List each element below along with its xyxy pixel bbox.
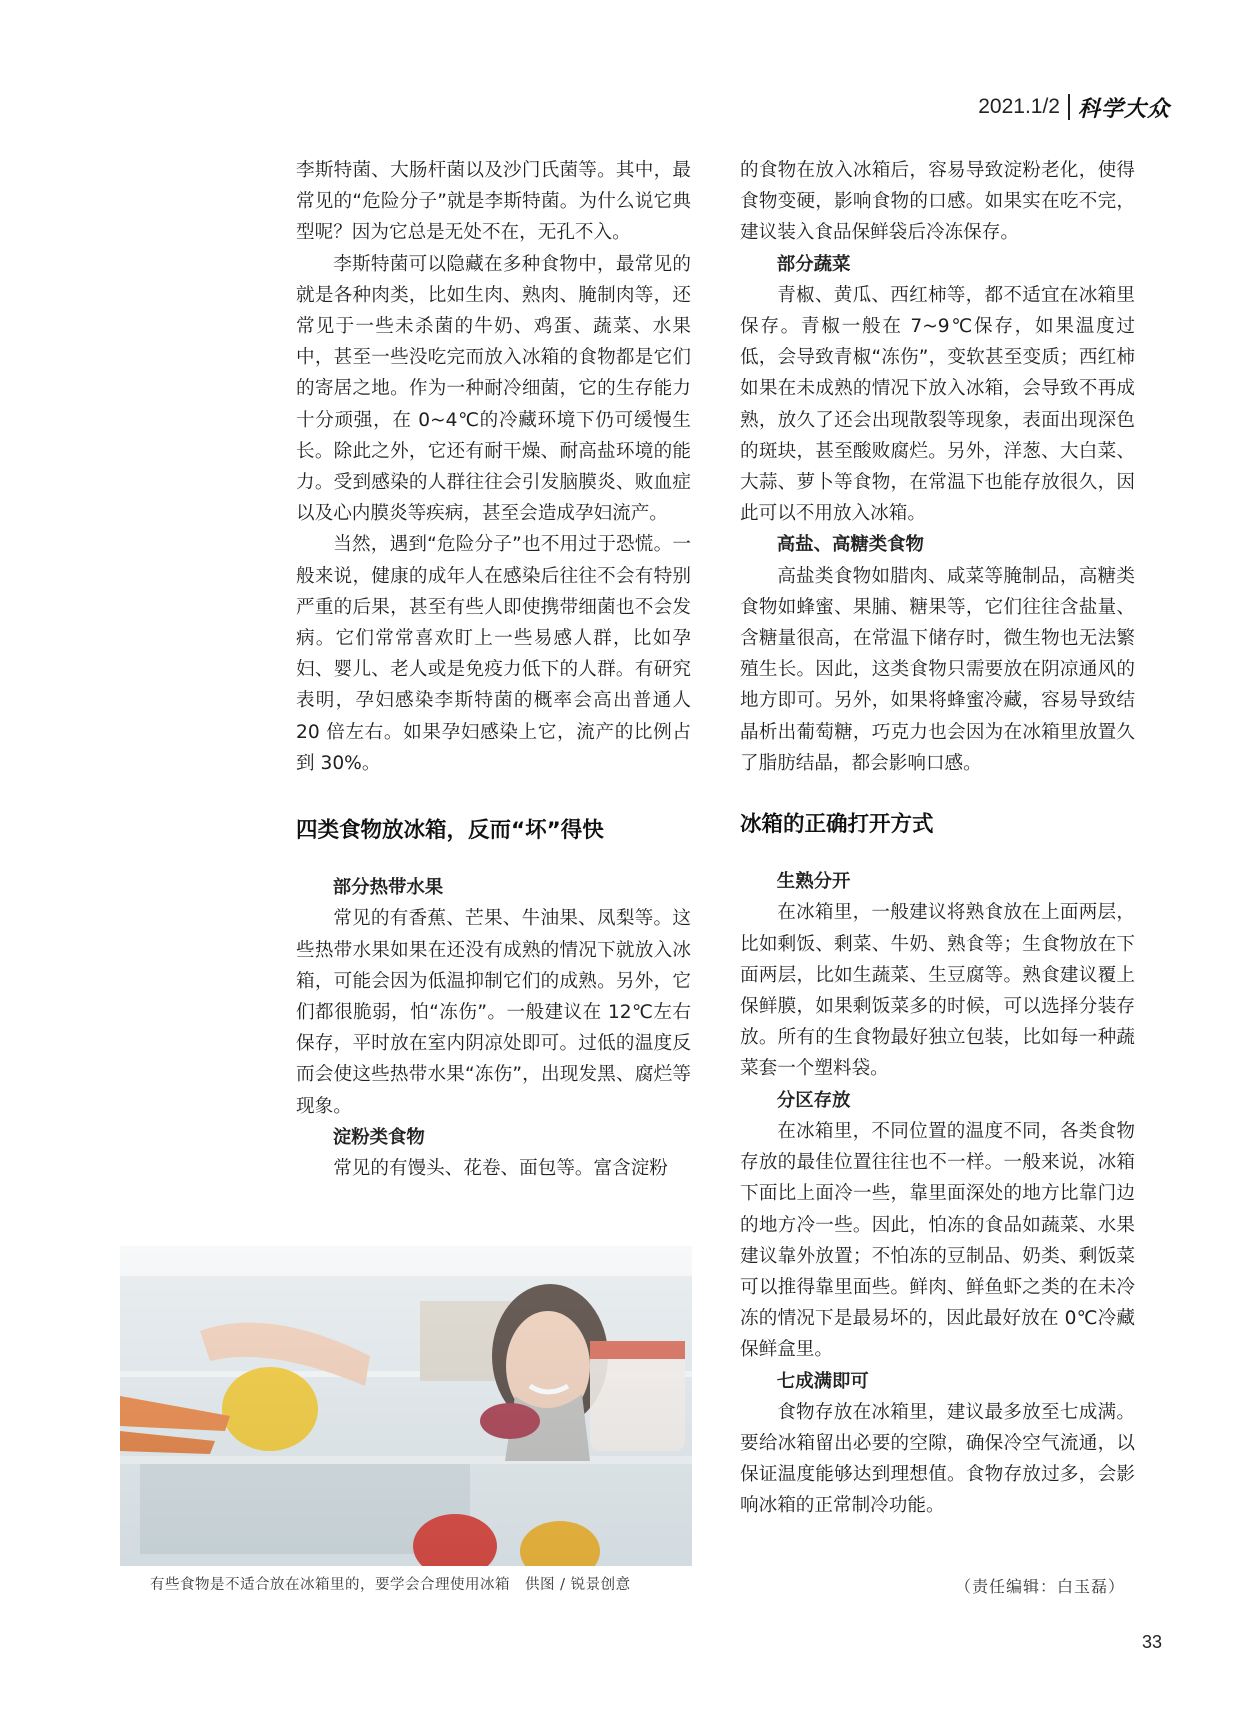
paragraph: 食物存放在冰箱里，建议最多放至七成满。要给冰箱留出必要的空隙，确保冷空气流通，以保证温度能够达到理想值。食物存放过多，会影响冰箱的正常制冷功能。 — [740, 1401, 1135, 1517]
paragraph: 的食物在放入冰箱后，容易导致淀粉老化，使得食物变硬，影响食物的口感。如果实在吃不完，建议装入食品保鲜袋后冷冻保存。 — [740, 160, 1135, 244]
page-header — [978, 92, 1170, 122]
subheading: 淀粉类食物 — [332, 1126, 425, 1148]
subheading: 部分蔬菜 — [776, 253, 851, 275]
photo-caption: 有些食物是不适合放在冰箱里的，要学会合理使用冰箱 供图 / 锐景创意 — [150, 1577, 631, 1593]
subheading: 生熟分开 — [776, 871, 851, 893]
section-heading: 冰箱的正确打开方式 — [740, 812, 934, 838]
paragraph: 青椒、黄瓜、西红柿等，都不适宜在冰箱里保存。青椒一般在 7~9℃保存，如果温度过低，会导致青椒“冻伤”，变软甚至变质；西红柿如果在未成熟的情况下放入冰箱，会导致不再成熟，放久了还会出现散裂等现象，表面出现深色的斑块，甚至酸败腐烂。另外，洋葱、大白菜、大蒜、萝卜等食物，在常温下也能存放很久，因此可以不用放入冰箱。 — [740, 284, 1135, 525]
subheading: 部分热带水果 — [332, 877, 444, 899]
issue-date: 2021.1/2 — [978, 95, 1060, 118]
header-divider — [1068, 94, 1070, 120]
left-column — [296, 155, 691, 1184]
right-column — [740, 155, 1135, 1522]
fridge-photo — [120, 1246, 692, 1566]
paragraph: 李斯特菌可以隐藏在多种食物中，最常见的就是各种肉类，比如生肉、熟肉、腌制肉等，还常见于一些未杀菌的牛奶、鸡蛋、蔬菜、水果中，甚至一些没吃完而放入冰箱的食物都是它们的寄居之地。作为一种耐冷细菌，它的生存能力十分顽强，在 0~4℃的冷藏环境下仍可缓慢生长。除此之外，它还有耐干燥、耐高盐环境的能力。受到感染的人群往往会引发脑膜炎、败血症以及心内膜炎等疾病，甚至会造成孕妇流产。 — [296, 253, 691, 525]
paragraph: 当然，遇到“危险分子”也不用过于恐慌。一般来说，健康的成年人在感染后往往不会有特别严重的后果，甚至有些人即使携带细菌也不会发病。它们常常喜欢盯上一些易感人群，比如孕妇、婴儿、老人或是免疫力低下的人群。有研究表明，孕妇感染李斯特菌的概率会高出普通人 20 倍左右。如果孕妇感染上它，流产的比例占到 30%。 — [296, 534, 691, 774]
section-heading: 四类食物放冰箱，反而“坏”得快 — [296, 818, 604, 844]
paragraph: 李斯特菌、大肠杆菌以及沙门氏菌等。其中，最常见的“危险分子”就是李斯特菌。为什么说它典型呢？因为它总是无处不在，无孔不入。 — [296, 160, 691, 244]
paragraph: 高盐类食物如腊肉、咸菜等腌制品，高糖类食物如蜂蜜、果脯、糖果等，它们往往含盐量、含糖量很高，在常温下储存时，微生物也无法繁殖生长。因此，这类食物只需要放在阴凉通风的地方即可。另外，如果将蜂蜜冷藏，容易导致结晶析出葡萄糖，巧克力也会因为在冰箱里放置久了脂肪结晶，都会影响口感。 — [740, 565, 1135, 774]
paragraph: 在冰箱里，一般建议将熟食放在上面两层，比如剩饭、剩菜、牛奶、熟食等；生食物放在下面两层，比如生蔬菜、生豆腐等。熟食建议覆上保鲜膜，如果剩饭菜多的时候，可以选择分装存放。所有的生食物最好独立包装，比如每一种蔬菜套一个塑料袋。 — [740, 902, 1135, 1080]
editor-credit: （责任编辑：白玉磊） — [955, 1577, 1126, 1596]
paragraph: 在冰箱里，不同位置的温度不同，各类食物存放的最佳位置往往也不一样。一般来说，冰箱下面比上面冷一些，靠里面深处的地方比靠门边的地方冷一些。因此，怕冻的食品如蔬菜、水果建议靠外放置；不怕冻的豆制品、奶类、剩饭菜可以推得靠里面些。鲜肉、鲜鱼虾之类的在未冷冻的情况下是最易坏的，因此最好放在 0℃冷藏保鲜盒里。 — [740, 1120, 1135, 1361]
subheading: 分区存放 — [776, 1089, 851, 1111]
subheading: 高盐、高糖类食物 — [776, 534, 924, 556]
paragraph: 常见的有馒头、花卷、面包等。富含淀粉 — [333, 1158, 668, 1180]
subheading: 七成满即可 — [776, 1370, 869, 1392]
page-number: 33 — [1142, 1632, 1163, 1652]
paragraph: 常见的有香蕉、芒果、牛油果、凤梨等。这些热带水果如果在还没有成熟的情况下就放入冰箱，可能会因为低温抑制它们的成熟。另外，它们都很脆弱，怕“冻伤”。一般建议在 12℃左右保存，平时放在室内阴凉处即可。过低的温度反而会使这些热带水果“冻伤”，出现发黑、腐烂等现象。 — [296, 908, 691, 1117]
magazine-logo: 科学大众 — [1077, 95, 1170, 122]
